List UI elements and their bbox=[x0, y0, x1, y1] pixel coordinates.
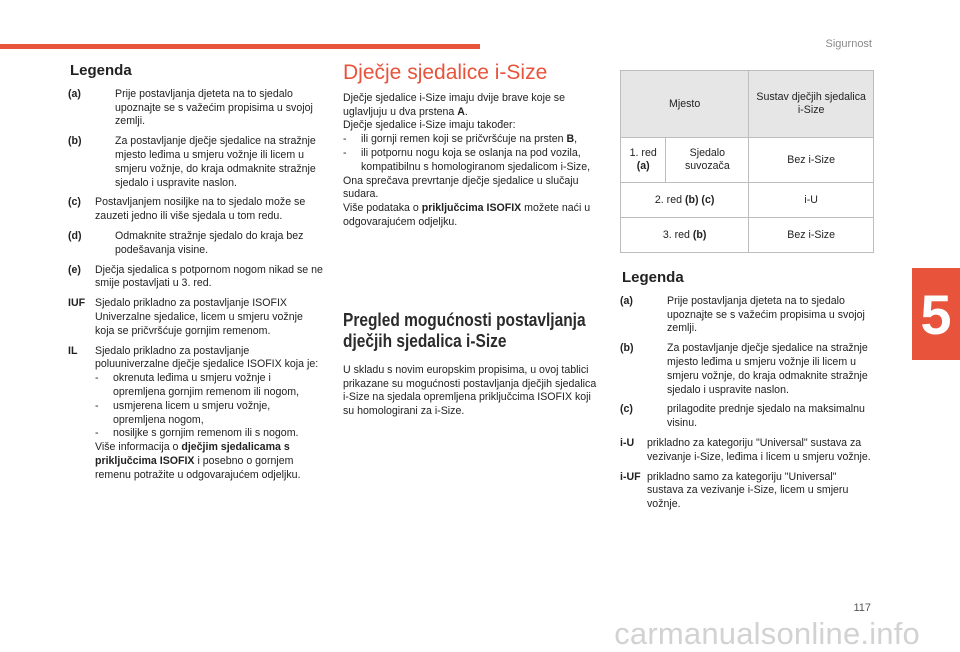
table-header-system: Sustav dječjih sjedalica i-Size bbox=[749, 71, 874, 138]
header-accent-bar bbox=[0, 44, 480, 49]
dash-list-item: - ili gornji remen koji se pričvršćuje na prsten B, bbox=[343, 133, 578, 146]
table-row: 2. red (b) (c) i-U bbox=[621, 183, 874, 218]
isize-table bbox=[620, 70, 874, 253]
legend-entry: (c) prilagodite prednje sjedalo na maksimalnu visinu. bbox=[620, 403, 865, 430]
legend-entry: (d) Odmaknite stražnje sjedalo do kraja bez podešavanja visine. bbox=[68, 229, 304, 256]
legend-entry: (e) Dječja sjedalica s potpornom nogom nikad se ne smije postavljati u 3. red. bbox=[68, 263, 323, 290]
legend-entry: (c) Postavljanjem nosiljke na to sjedalo može se zauzeti jedno ili više sjedala u tom redu. bbox=[68, 196, 306, 223]
legend-entry: IUF Sjedalo prikladno za postavljanje ISOFIX Univerzalne sjedalice, licem u smjeru vožnje koja se pričvršćuje gornjim remenom. bbox=[68, 297, 303, 337]
dash-list-item: - nosiljke s gornjim remenom ili s nogom. bbox=[95, 427, 299, 440]
isize-title: Dječje sjedalice i-Size bbox=[343, 61, 548, 84]
legend-entry: (a) Prije postavljanja djeteta na to sjedalo upoznajte se s važećim propisima u svojoj zemlji. bbox=[68, 87, 313, 128]
arrow-bullet-icon bbox=[647, 403, 667, 431]
dash-list-item: - okrenuta leđima u smjeru vožnje i opremljena gornjim remenom ili nogom, bbox=[95, 372, 300, 398]
table-row: 1. red (a) Sjedalo suvozača Bez i-Size bbox=[621, 138, 874, 183]
left-legend bbox=[68, 64, 324, 489]
legend-title: Legenda bbox=[70, 62, 132, 79]
chapter-tab: 5 bbox=[912, 268, 960, 360]
overview-title: Pregled mogućnosti postavljanja dječjih sjedalica i-Size bbox=[343, 309, 586, 351]
arrow-bullet-icon bbox=[95, 135, 115, 190]
dash-list-item: - ili potpornu nogu koja se oslanja na pod vozila, kompatibilnu s homologiranom sjedalicom i-Size, bbox=[343, 146, 591, 173]
table-row: 3. red (b) Bez i-Size bbox=[621, 218, 874, 253]
arrow-bullet-icon bbox=[95, 88, 115, 129]
table-header-place: Mjesto bbox=[621, 71, 749, 138]
dash-list-item: - usmjerena licem u smjeru vožnje, opremljena nogom, bbox=[95, 399, 271, 426]
legend-title: Legenda bbox=[622, 269, 684, 286]
watermark-text: carmanualsonline.info bbox=[614, 616, 920, 651]
legend-entry: (a) Prije postavljanja djeteta na to sjedalo upoznajte se s važećim propisima u svojoj zemlji. bbox=[620, 294, 865, 335]
arrow-bullet-icon bbox=[647, 342, 667, 397]
legend-entry: (b) Za postavljanje dječje sjedalice na stražnje mjesto leđima u smjeru vožnje ili licem u smjeru vožnje, do kraja odmaknite stražnje sjedalo i uspravite naslon. bbox=[68, 135, 316, 189]
arrow-bullet-icon bbox=[95, 230, 115, 258]
legend-entry-il: IL Sjedalo prikladno za postavljanje poluuniverzalne dječje sjedalice ISOFIX koja je: - okrenuta leđima u smjeru vožnje i opremljena gornjim remenom ili nogom, - usmjerena licem u smjeru vožnje, opremljena nogom, - nosiljke s gornjim remenom ili s nogom. Više informacija o dječjim sjedalicama s priključcima ISOFIX i posebno o gornjem remenu potražite u odgovarajućem odjeljku. bbox=[68, 345, 324, 483]
isize-table-section bbox=[620, 70, 875, 518]
more-info-text: Više informacija o dječjim sjedalicama s priključcima ISOFIX i posebno o gornjem remenu potražite u odgovarajućem odjeljku. bbox=[95, 441, 301, 481]
legend-entry: (b) Za postavljanje dječje sjedalice na stražnje mjesto leđima u smjeru vožnje ili licem u smjeru vožnje, do kraja odmaknite stražnje sjedalo i uspravite naslon. bbox=[620, 342, 868, 396]
isize-section: Dječje sjedalice i-Size Dječje sjedalice i-Size imaju dvije brave koje se uglavljuju u dva prstena A. Dječje sjedalice i-Size imaju također: - ili gornji remen koji se pričvršćuje na prsten B, - ili potpornu nogu koja se oslanja na pod vozila, kompatibilnu s homologiranom sjedalicom i-Size, Ona sprečava prevrtanje dječje sjedalice u slučaju sudara. Više podataka o priključcima ISOFIX možete naći u odgovarajućem odjeljku. Pregled mogućnosti postavljanja dječjih sjedalica i-Size U skladu s novim europskim propisima, u ovoj tablici prikazane su mogućnosti postavljanja dječjih sjedalica i-Size na sjedala opremljena priključcima ISOFIX koji su homologirani za i-Size. bbox=[343, 66, 603, 419]
section-title: Sigurnost bbox=[825, 38, 872, 50]
page-number: 117 bbox=[853, 602, 871, 614]
legend-entry: i-UF prikladno samo za kategoriju "Universal" sustava za vezivanje i-Size, licem u smjeru vožnje. bbox=[620, 470, 849, 511]
arrow-bullet-icon bbox=[647, 295, 667, 336]
overview-text: U skladu s novim europskim propisima, u ovoj tablici prikazane su mogućnosti postavljanja dječjih sjedalica i-Size na sjedala opremljena priključcima ISOFIX koji su homologirani za i-Size. bbox=[343, 363, 597, 418]
legend-entry: i-U prikladno za kategoriju "Universal" sustava za vezivanje i-Size, leđima i licem u smjeru vožnje. bbox=[620, 436, 871, 463]
